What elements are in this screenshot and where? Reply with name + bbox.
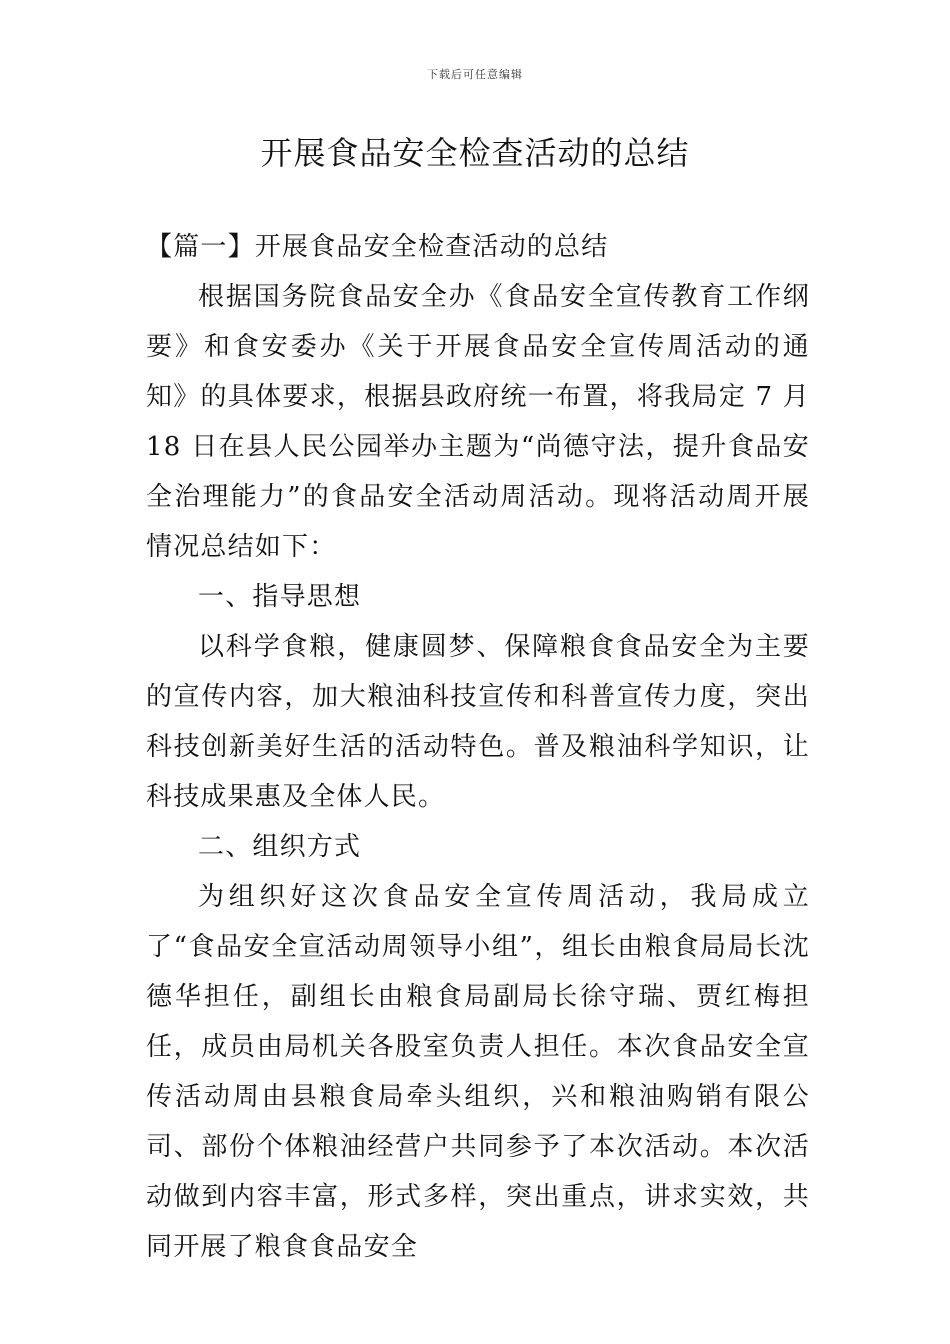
section-heading: 【篇一】开展食品安全检查活动的总结 xyxy=(146,232,609,262)
subheading-organization: 二、组织方式 xyxy=(198,832,362,862)
document-body xyxy=(146,222,810,1272)
subheading-guiding-ideology: 一、指导思想 xyxy=(198,582,362,612)
document-title: 开展食品安全检查活动的总结 xyxy=(260,134,690,172)
paragraph-guiding-ideology: 以科学食粮，健康圆梦、保障粮食食品安全为主要的宣传内容，加大粮油科技宣传和科普宣传力度，突出科技创新美好生活的活动特色。普及粮油科学知识，让科技成果惠及全体人民。 xyxy=(146,632,810,812)
page-header-note: 下载后可任意编辑 xyxy=(427,68,523,81)
intro-paragraph: 根据国务院食品安全办《食品安全宣传教育工作纲要》和食安委办《关于开展食品安全宣传周活动的通知》的具体要求，根据县政府统一布置，将我局定 7 月 18 日在县人民公园举办主题为“尚德守法，提升食品安全治理能力”的食品安全活动周活动。现将活动周开展情况总结如下： xyxy=(146,282,810,562)
paragraph-organization: 为组织好这次食品安全宣传周活动，我局成立了“食品安全宣活动周领导小组”，组长由粮食局局长沈德华担任，副组长由粮食局副局长徐守瑞、贾红梅担任，成员由局机关各股室负责人担任。本次食品安全宣传活动周由县粮食局牵头组织，兴和粮油购销有限公司、部份个体粮油经营户共同参予了本次活动。本次活动做到内容丰富，形式多样，突出重点，讲求实效，共同开展了粮食食品安全 xyxy=(146,882,810,1262)
